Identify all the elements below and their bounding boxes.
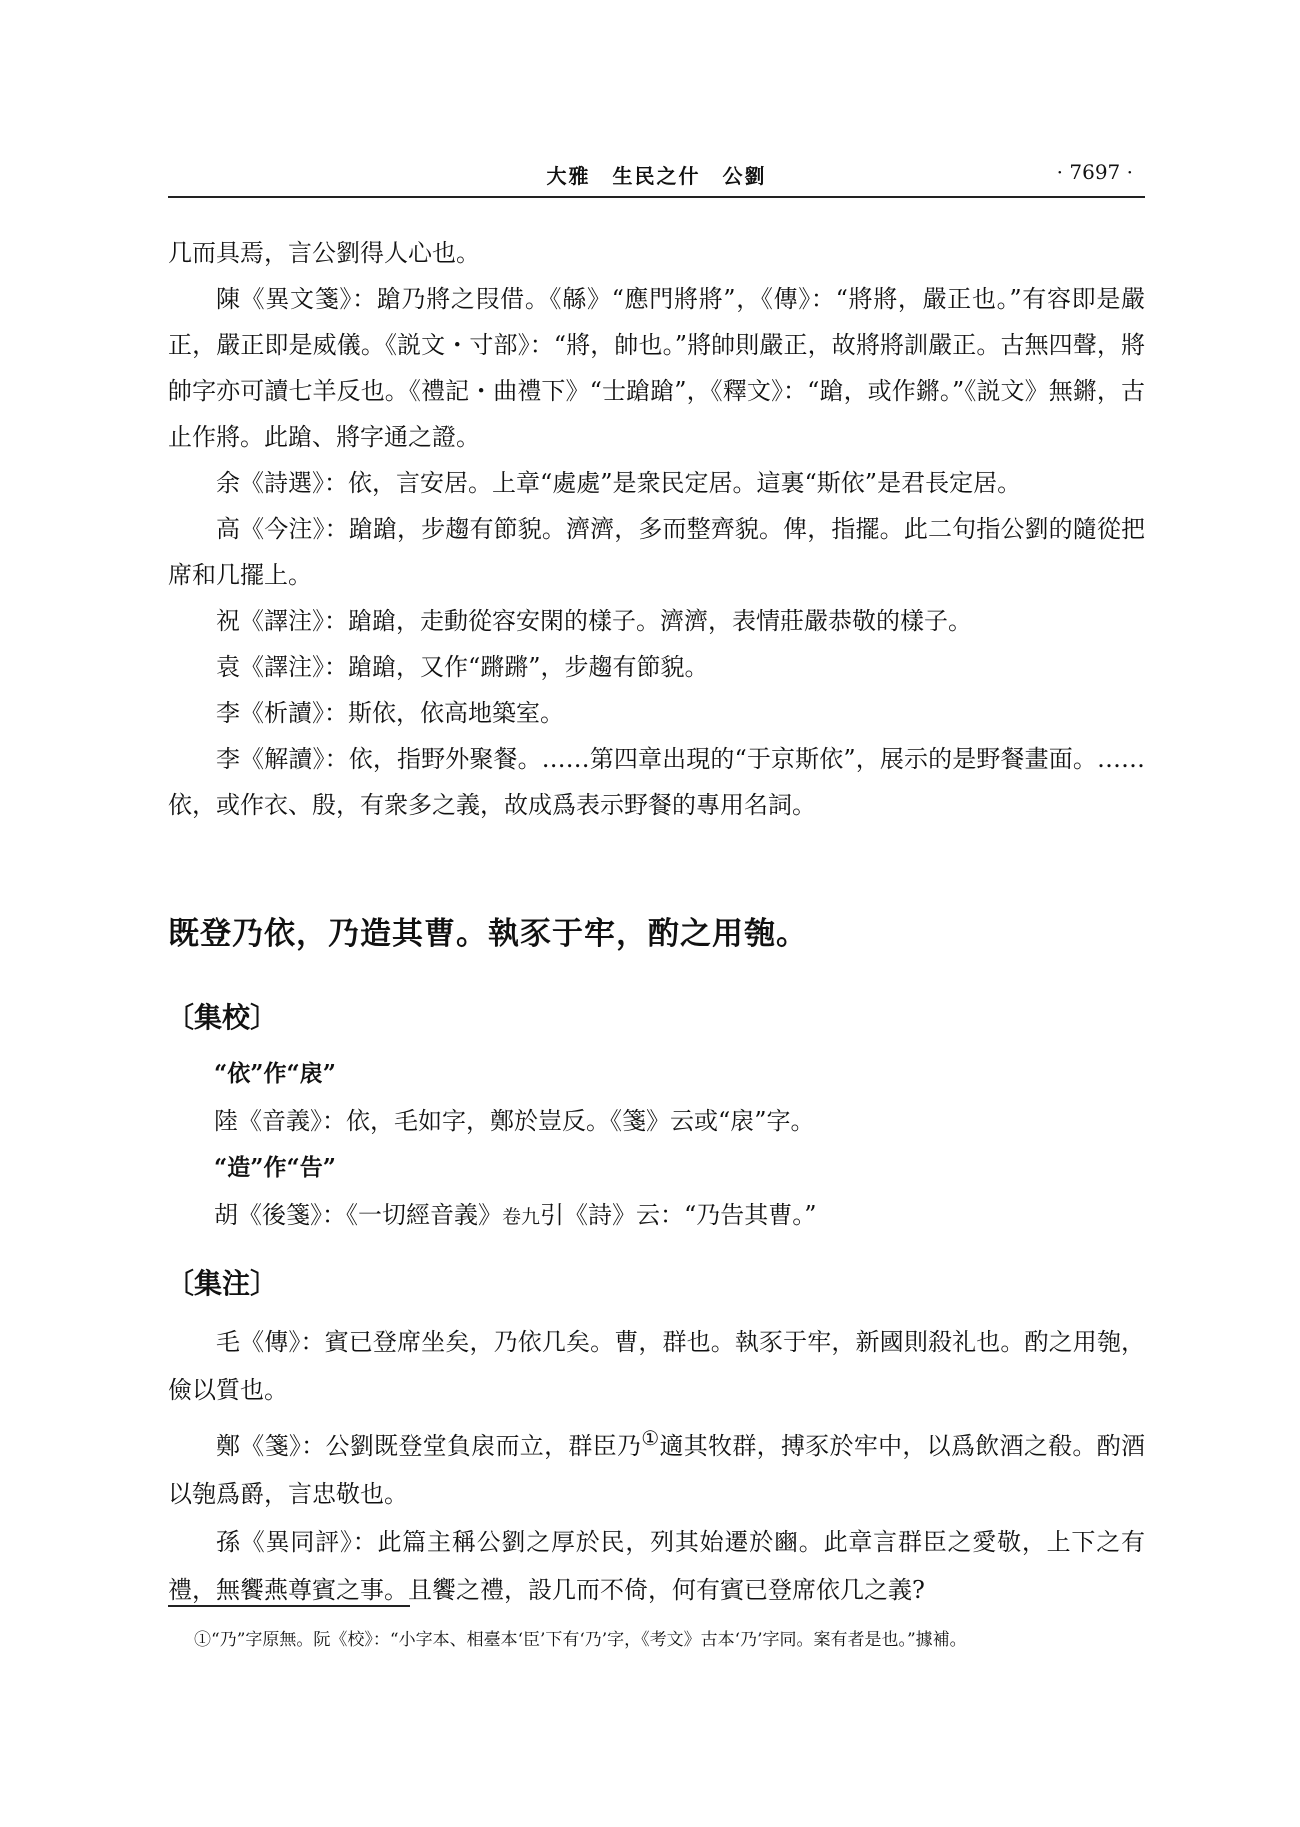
variant-heading: “造”作“告”	[214, 1154, 336, 1181]
jizhu-section	[168, 1318, 1145, 1614]
footnote-marker[interactable]: ①	[641, 1426, 660, 1450]
section-title-jijiao: 〔集校〕	[166, 1001, 279, 1034]
paragraph: 鄭《箋》：公劉既登堂負扆而立，群臣乃①適其牧群，搏豕於牢中，以爲飲酒之殽。酌酒以匏爲爵，言忠敬也。	[168, 1426, 1146, 1508]
volume-annotation: 卷九	[502, 1206, 541, 1228]
footnote-rule	[168, 1605, 410, 1607]
commentary-continuation	[168, 230, 1145, 828]
poem-verse: 既登乃依，乃造其曹。執豕于牢，酌之用匏。	[168, 916, 808, 952]
footnote: ①“乃”字原無。阮《校》：“小字本、相臺本‘臣’下有‘乃’字，《考文》古本‘乃’字同。案有者是也。”據補。	[194, 1630, 967, 1650]
paragraph: 毛《傳》：賓已登席坐矣，乃依几矣。曹，群也。執豕于牢，新國則殺礼也。酌之用匏，儉以質也。	[168, 1328, 1145, 1404]
variant-note: 胡《後箋》：《一切經音義》卷九引《詩》云：“乃告其曹。”	[214, 1201, 817, 1229]
paragraph: 李《解讀》：依，指野外聚餐。……第四章出現的“于京斯依”，展示的是野餐畫面。……依，或作衣、殷，有衆多之義，故成爲表示野餐的專用名詞。	[168, 745, 1145, 819]
section-title-jizhu: 〔集注〕	[166, 1267, 279, 1300]
paragraph: 几而具焉，言公劉得人心也。	[168, 239, 480, 267]
variant-note: 陸《音義》：依，毛如字，鄭於豈反。《箋》云或“扆”字。	[214, 1107, 815, 1135]
paragraph: 祝《譯注》：蹌蹌，走動從容安閑的樣子。濟濟，表情莊嚴恭敬的樣子。	[216, 607, 972, 635]
jijiao-section	[214, 1052, 1144, 1242]
running-title: 大雅 生民之什 公劉	[546, 164, 767, 188]
paragraph: 余《詩選》：依，言安居。上章“處處”是衆民定居。這裏“斯依”是君長定居。	[216, 469, 1022, 497]
variant-heading: “依”作“扆”	[214, 1060, 336, 1087]
paragraph: 孫《異同評》：此篇主稱公劉之厚於民，列其始遷於豳。此章言群臣之愛敬，上下之有禮，無饗燕尊賓之事。且饗之禮，設几而不倚，何有賓已登席依几之義?	[168, 1528, 1145, 1604]
paragraph: 李《析讀》：斯依，依高地築室。	[216, 699, 564, 727]
paragraph: 陳《異文箋》：蹌乃將之叚借。《緜》“應門將將”，《傳》：“將將，嚴正也。”有容即是嚴正，嚴正即是威儀。《説文・寸部》：“將，帥也。”將帥則嚴正，故將將訓嚴正。古無四聲，將帥字亦可讀七羊反也。《禮記・曲禮下》“士蹌蹌”，《釋文》：“蹌，或作鏘。”《説文》無鏘，古止作將。此蹌、將字通之證。	[168, 285, 1145, 451]
running-header	[168, 160, 1145, 194]
paragraph: 袁《譯注》：蹌蹌，又作“蹡蹡”，步趨有節貌。	[216, 653, 709, 681]
header-rule	[168, 196, 1145, 198]
paragraph: 高《今注》：蹌蹌，步趨有節貌。濟濟，多而整齊貌。俾，指擺。此二句指公劉的隨從把席和几擺上。	[168, 515, 1145, 589]
page-number: · 7697 ·	[1056, 160, 1133, 184]
